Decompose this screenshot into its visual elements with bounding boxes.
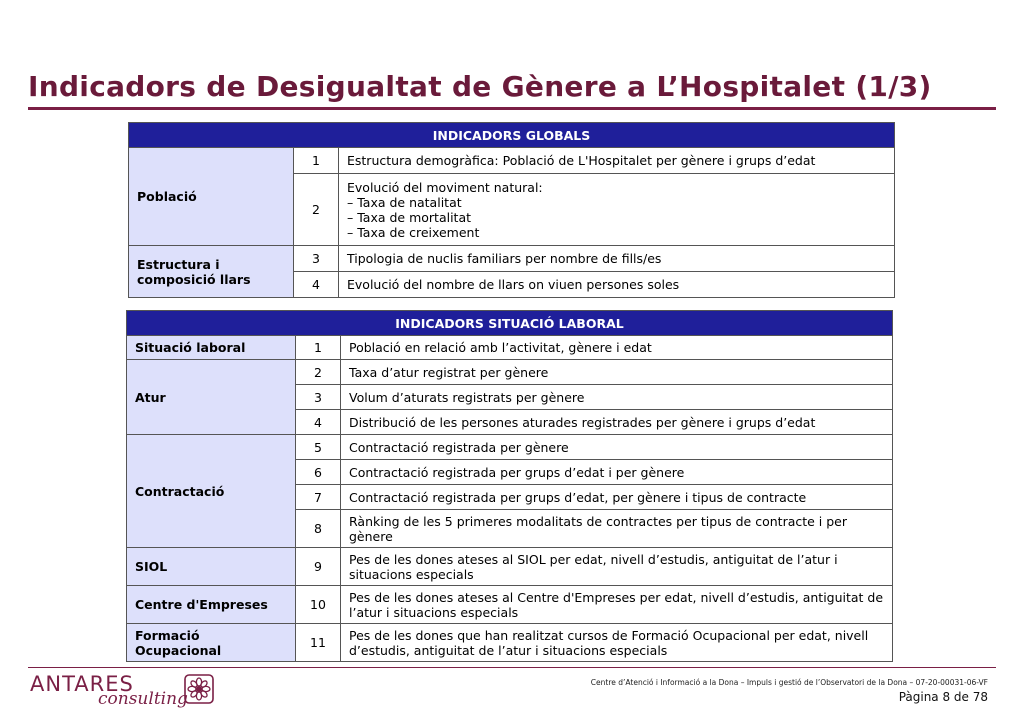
category-label: Contractació	[127, 435, 296, 548]
company-logo	[30, 672, 220, 708]
category-label: Formació Ocupacional	[127, 624, 296, 662]
table-header: INDICADORS GLOBALS	[129, 123, 895, 148]
indicator-description: Contractació registrada per grups d’edat, per gènere i tipus de contracte	[341, 485, 893, 510]
indicator-number: 3	[296, 385, 341, 410]
category-label: Estructura i composició llars	[129, 246, 294, 298]
global-indicators-table	[128, 122, 895, 298]
indicator-description: Evolució del moviment natural: – Taxa de natalitat – Taxa de mortalitat – Taxa de creixement	[339, 174, 895, 246]
indicator-number: 1	[296, 336, 341, 360]
indicator-description: Taxa d’atur registrat per gènere	[341, 360, 893, 385]
title-divider	[28, 107, 996, 110]
indicator-description: Pes de les dones ateses al SIOL per edat, nivell d’estudis, antiguitat de l’atur i situacions especials	[341, 548, 893, 586]
indicator-description: Contractació registrada per gènere	[341, 435, 893, 460]
indicator-description: Estructura demogràfica: Població de L'Hospitalet per gènere i grups d’edat	[339, 148, 895, 174]
indicator-number: 11	[296, 624, 341, 662]
indicator-description: Volum d’aturats registrats per gènere	[341, 385, 893, 410]
indicator-number: 2	[296, 360, 341, 385]
indicator-number: 9	[296, 548, 341, 586]
indicator-description: Pes de les dones ateses al Centre d'Empreses per edat, nivell d’estudis, antiguitat de l’atur i situacions especials	[341, 586, 893, 624]
indicator-number: 4	[294, 272, 339, 298]
indicator-description: Pes de les dones que han realitzat cursos de Formació Ocupacional per edat, nivell d’estudis, antiguitat de l’atur i situacions especials	[341, 624, 893, 662]
labour-indicators-table	[126, 310, 893, 662]
table-row	[127, 548, 893, 586]
table-row	[127, 435, 893, 460]
logo-tagline: consulting	[98, 689, 188, 709]
indicator-number: 4	[296, 410, 341, 435]
indicator-number: 6	[296, 460, 341, 485]
table-row	[127, 624, 893, 662]
category-label: Població	[129, 148, 294, 246]
indicator-number: 8	[296, 510, 341, 548]
logo-wordmark: ANTARES	[30, 672, 134, 696]
table-row	[129, 246, 895, 272]
category-label: Centre d'Empreses	[127, 586, 296, 624]
table-header: INDICADORS SITUACIÓ LABORAL	[127, 311, 893, 336]
page-number: Pàgina 8 de 78	[898, 690, 988, 704]
indicator-description: Població en relació amb l’activitat, gènere i edat	[341, 336, 893, 360]
indicator-description: Contractació registrada per grups d’edat i per gènere	[341, 460, 893, 485]
page-title: Indicadors de Desigualtat de Gènere a L’Hospitalet (1/3)	[28, 70, 932, 103]
footer-divider	[28, 667, 996, 668]
indicator-description: Distribució de les persones aturades registrades per gènere i grups d’edat	[341, 410, 893, 435]
footer-text: Centre d’Atenció i Informació a la Dona – Impuls i gestió de l’Observatori de la Dona – 07-20-00031-06-VF	[590, 678, 988, 687]
category-label: SIOL	[127, 548, 296, 586]
indicator-number: 7	[296, 485, 341, 510]
indicator-number: 3	[294, 246, 339, 272]
indicator-number: 1	[294, 148, 339, 174]
table-row	[127, 586, 893, 624]
table-row	[129, 148, 895, 174]
flower-logo-icon	[184, 674, 214, 704]
indicator-number: 5	[296, 435, 341, 460]
category-label: Atur	[127, 360, 296, 435]
indicator-description: Rànking de les 5 primeres modalitats de contractes per tipus de contracte i per gènere	[341, 510, 893, 548]
indicator-description: Tipologia de nuclis familiars per nombre de fills/es	[339, 246, 895, 272]
indicator-number: 2	[294, 174, 339, 246]
indicator-number: 10	[296, 586, 341, 624]
indicator-description: Evolució del nombre de llars on viuen persones soles	[339, 272, 895, 298]
table-row	[127, 360, 893, 385]
table-row	[127, 336, 893, 360]
category-label: Situació laboral	[127, 336, 296, 360]
